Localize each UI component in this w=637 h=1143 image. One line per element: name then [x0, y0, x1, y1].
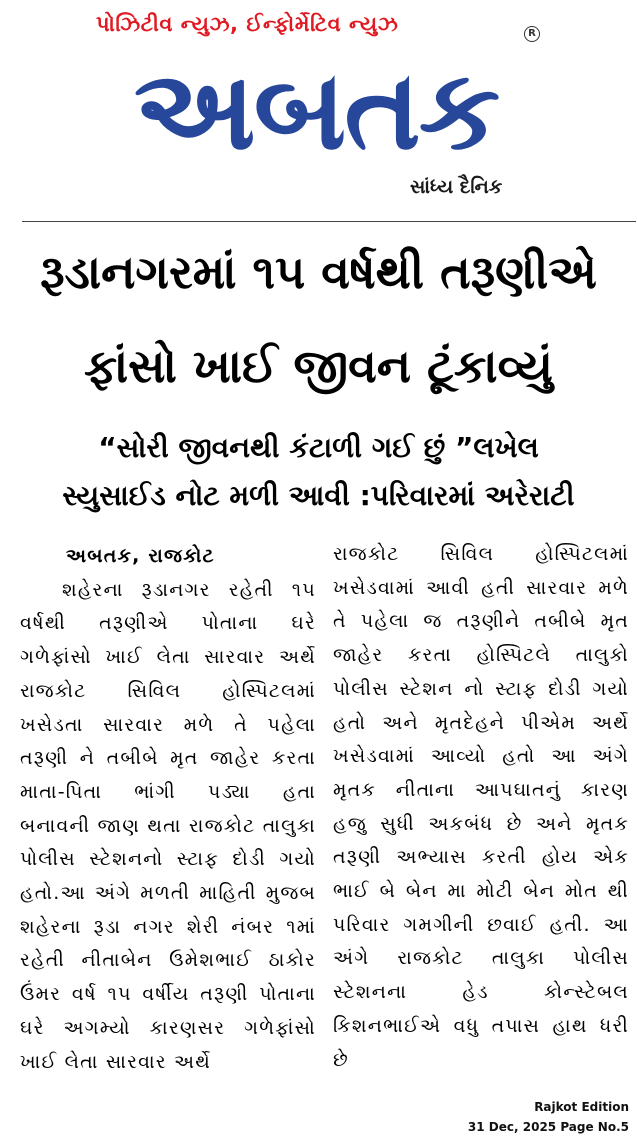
article-body-left: શહેરના રૂડાનગર રહેતી ૧૫ વર્ષથી તરૂણીએ પોતાના ઘરે ગળેફાંસો ખાઈ લેતા સારવાર અર્થે રાજકોટ સિવિલ હોસ્પિટલમાં ખસેડતા સારવાર મળે તે પહેલા તરૂણી ને તબીબે મૃત જાહેર કરતા માતા-પિતા ભાંગી પડ્યા હતા બનાવની જાણ થતા રાજકોટ તાલુકા પોલીસ સ્ટેશનનો સ્ટાફ દોડી ગયો હતો.આ અંગે મળતી માહિતી મુજબ શહેરના રૂડા નગર શેરી નંબર ૧માં રહેતી નીતાબેન ઉમેશભાઈ ઠાકોર ઉંમર વર્ષ ૧૫ વર્ષીય તરૂણી પોતાના ઘરે અગમ્યો કારણસર ગળેફાંસો ખાઈ લેતા સારવાર અર્થે — [20, 578, 316, 1073]
registered-mark-icon: R — [524, 26, 540, 42]
article-column-left — [20, 540, 316, 1079]
masthead-subtitle: સાંધ્ય દૈનિક — [410, 176, 503, 198]
edition-name: Rajkot Edition — [534, 1100, 629, 1114]
article-body-right: રાજકોટ સિવિલ હોસ્પિટલમાં ખસેડવામાં આવી હતી સારવાર મળે તે પહેલા જ તરૂણીને તબીબે મૃત જાહેર કરતા હોસ્પિટલે તાલુકો પોલીસ સ્ટેશન નો સ્ટાફ દોડી ગયો હતો અને મૃતદેહને પીએમ અર્થે ખસેડવામાં આવ્યો હતો આ અંગે મૃતક નીતાના આપઘાતનું કારણ હજુ સુધી અકબંધ છે અને મૃતક તરૂણી અભ્યાસ કરતી હોય એક ભાઈ બે બેન મા મોટી બેન મોત થી પરિવાર ગમગીની છવાઈ હતી. આ અંગે રાજકોટ તાલુકા પોલીસ સ્ટેશનના હેડ કોન્સ્ટેબલ કિશનભાઈએ વધુ તપાસ હાથ ધરી છે — [333, 543, 629, 1071]
article-dateline: અબતક, રાજકોટ — [66, 545, 215, 567]
masthead — [0, 0, 637, 222]
subheadline-line-1: “સોરી જીવનથી કંટાળી ગઈ છું ”લખેલ — [98, 431, 539, 464]
masthead-tagline: પોઝિટીવ ન્યુઝ, ઈન્ફોર્મેટિવ ન્યુઝ — [96, 12, 399, 36]
newspaper-logo: અબતક — [133, 46, 499, 174]
edition-date-page: 31 Dec, 2025 Page No.5 — [467, 1120, 629, 1134]
article-column-right — [333, 538, 629, 1077]
edition-footer — [468, 1097, 629, 1137]
headline-line-2: ફાંસો ખાઈ જીવન ટૂંકાવ્યું — [84, 339, 553, 393]
subheadline-line-2: સ્યુસાઈડ નોટ મળી આવી :પરિવારમાં અરેરાટી — [62, 479, 575, 512]
headline-line-1: રૂડાનગરમાં ૧૫ વર્ષથી તરૂણીએ — [40, 245, 597, 299]
masthead-divider — [22, 221, 636, 222]
